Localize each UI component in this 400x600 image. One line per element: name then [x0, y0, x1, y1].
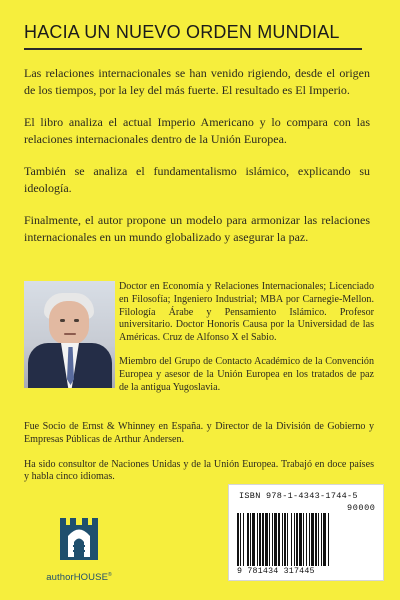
- barcode-bar: [250, 513, 251, 566]
- barcode-bar: [243, 513, 244, 566]
- barcode-bar: [257, 513, 258, 566]
- barcode-bar: [311, 513, 314, 566]
- publisher-logo: [34, 512, 124, 588]
- barcode-bar: [303, 513, 304, 566]
- barcode-bar: [287, 513, 288, 566]
- barcode-bar: [296, 513, 298, 566]
- barcode-bar: [291, 513, 292, 566]
- synopsis-paragraph-1: Las relaciones internacionales se han venido rigiendo, desde el origen de los tiempos, por la ley del más fuerte. El resultado es El Imperio.: [24, 66, 370, 97]
- authorhouse-logo-icon: [55, 512, 103, 566]
- barcode-bar: [259, 513, 261, 566]
- barcode-bar: [240, 513, 241, 566]
- barcode-bar: [315, 513, 317, 566]
- barcode-bar: [323, 513, 326, 566]
- isbn-barcode: [228, 484, 384, 581]
- barcode-bar: [318, 513, 319, 566]
- barcode-bar: [299, 513, 302, 566]
- barcode-number: 9 781434 317445: [237, 567, 315, 576]
- barcode-bar: [265, 513, 268, 566]
- barcode-bar: [274, 513, 277, 566]
- barcode-bar: [284, 513, 286, 566]
- book-title: HACIA UN NUEVO ORDEN MUNDIAL: [24, 22, 340, 42]
- author-portrait: [24, 281, 115, 388]
- barcode-bar: [247, 513, 249, 566]
- barcode-bar: [269, 513, 270, 566]
- barcode-bar: [262, 513, 264, 566]
- author-biography: [119, 281, 374, 394]
- barcode-bar: [328, 513, 329, 566]
- barcode-bar: [294, 513, 295, 566]
- barcode-bars: [237, 513, 377, 566]
- barcode-bar: [278, 513, 280, 566]
- price-code: 90000: [347, 503, 376, 513]
- synopsis-paragraph-2: El libro analiza el actual Imperio Americano y lo compara con las relaciones internacionales dentro de la Unión Europea.: [24, 115, 370, 146]
- barcode-bar: [252, 513, 255, 566]
- author-bio-paragraph-1: Doctor en Economía y Relaciones Internacionales; Licenciado en Filosofía; Ingeniero Industrial; MBA por Carnegie-Mellon. Filología Árabe y Pensamiento Islámico. Profesor universitario. Doctor Honoris Causa por la Universidad de las Américas. Cruz de Alfonso X el Sabio.: [119, 281, 374, 344]
- barcode-bar: [321, 513, 322, 566]
- career-paragraph-2: Ha sido consultor de Naciones Unidas y de la Unión Europea. Trabajó en doce países y habla cinco idiomas.: [24, 458, 374, 483]
- barcode-bar: [272, 513, 273, 566]
- barcode-bar: [309, 513, 310, 566]
- synopsis-paragraph-3: También se analiza el fundamentalismo islámico, explicando su ideología.: [24, 164, 370, 195]
- career-paragraph-1: Fue Socio de Ernst & Whinney en España. y Director de la División de Gobierno y Empresas Públicas de Arthur Andersen.: [24, 421, 374, 445]
- barcode-bar: [237, 513, 239, 566]
- barcode-bar: [282, 513, 283, 566]
- author-bio-paragraph-2: Miembro del Grupo de Contacto Académico de la Convención Europea y asesor de la Unión Europea en los tratados de paz de la antigua Yugoslavia.: [119, 355, 374, 393]
- synopsis-paragraph-4: Finalmente, el autor propone un modelo para armonizar las relaciones internacionales en un mundo globalizado y asegurar la paz.: [24, 213, 370, 244]
- publisher-name: authorHOUSE®: [46, 572, 112, 583]
- isbn-label: ISBN 978-1-4343-1744-5: [239, 491, 358, 501]
- synopsis: [24, 65, 370, 261]
- barcode-bar: [306, 513, 307, 566]
- title-divider: [24, 48, 362, 50]
